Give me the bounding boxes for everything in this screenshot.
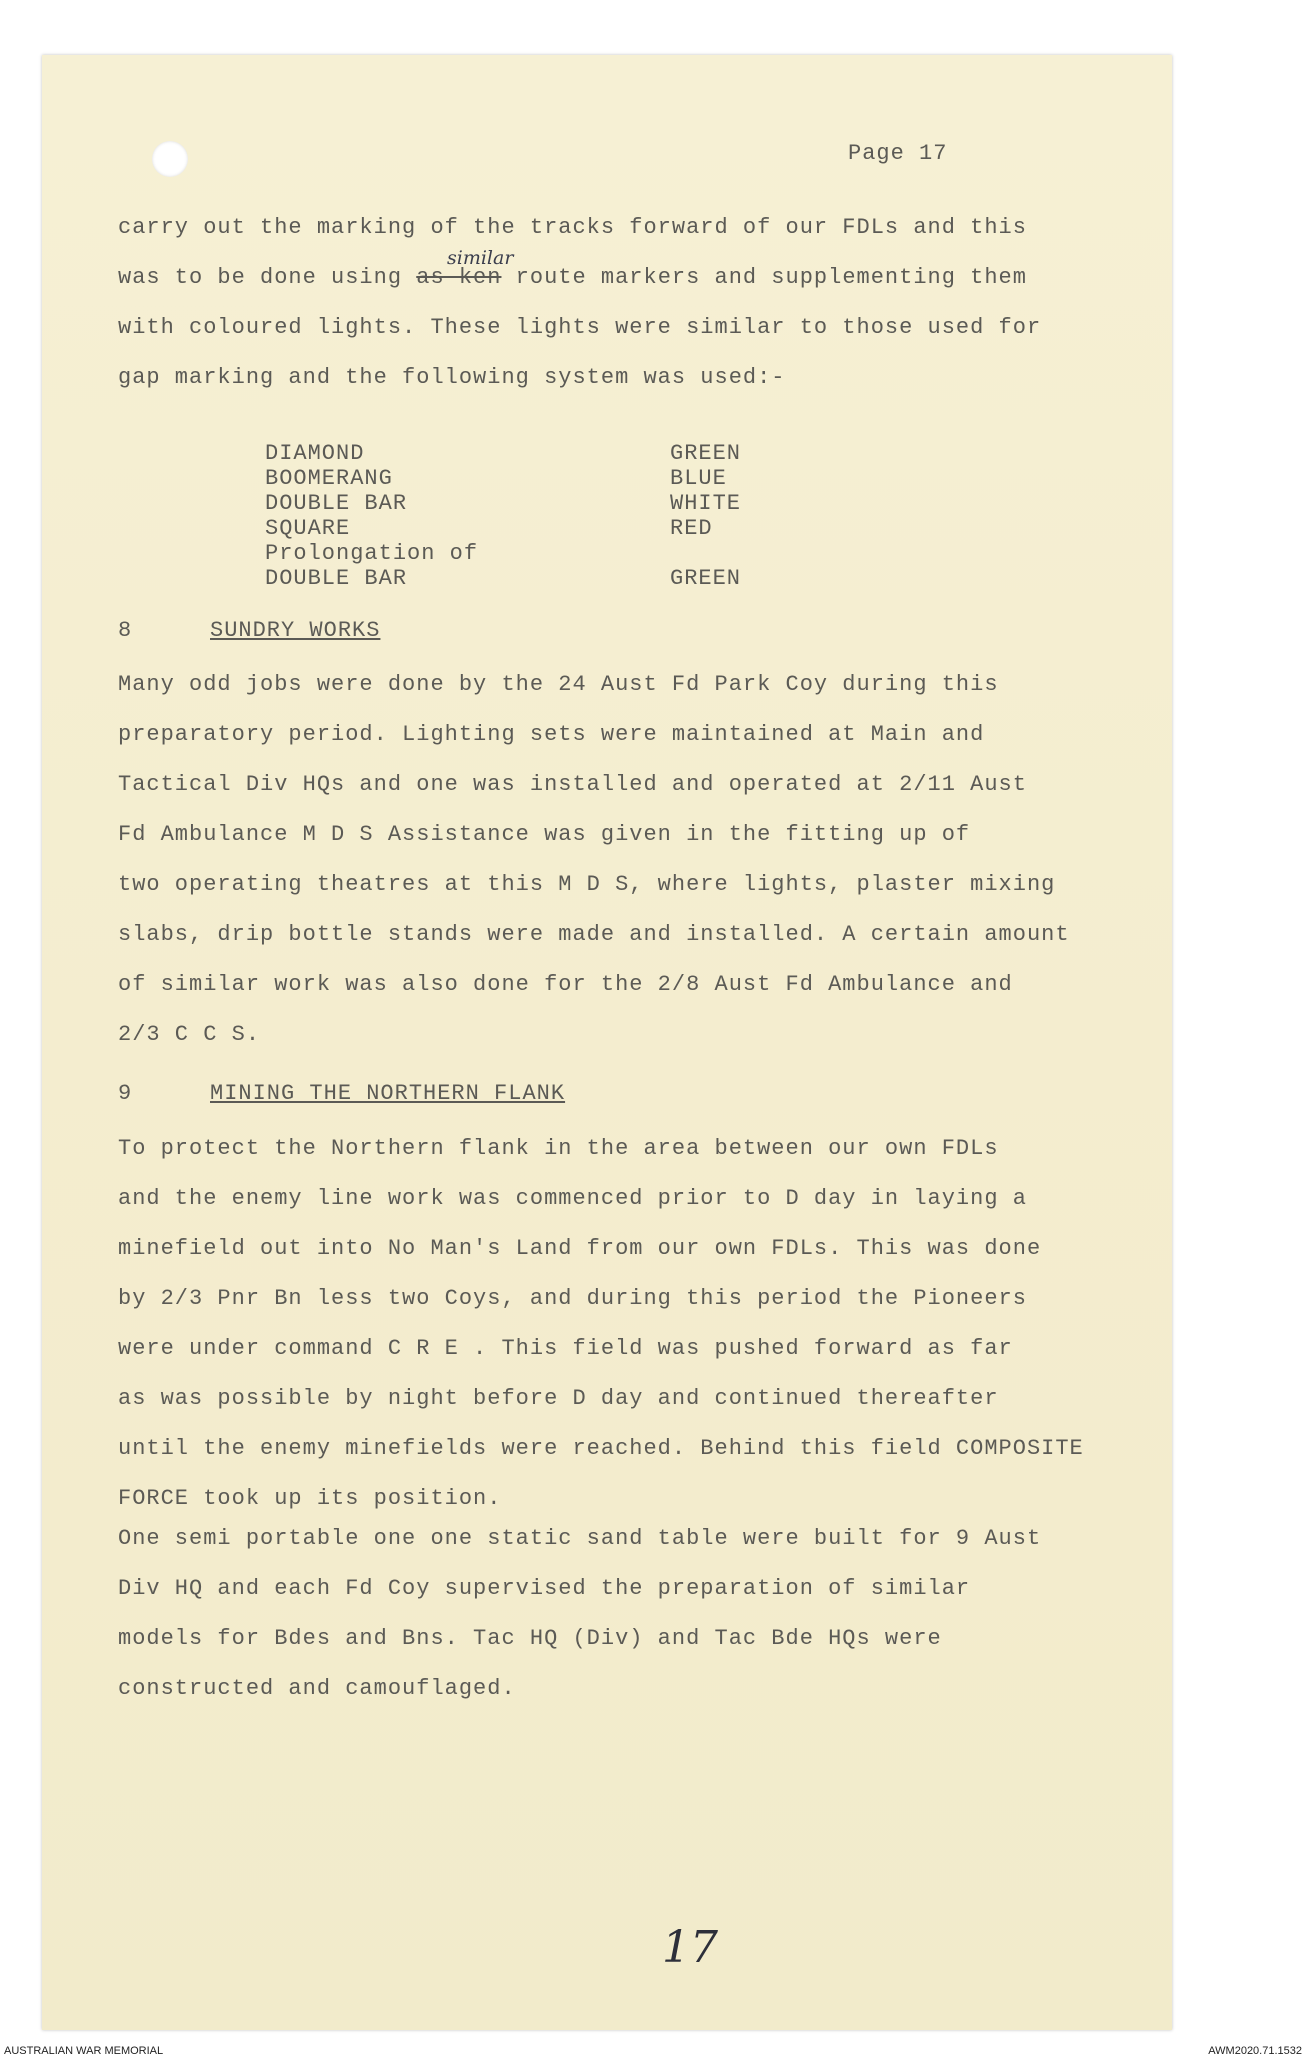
intro-paragraph [118,203,1148,403]
text-line: To protect the Northern flank in the area between our own FDLs [118,1136,999,1161]
text-line: One semi portable one one static sand table were built for 9 Aust [118,1526,1042,1551]
code-shape: DOUBLE BAR [265,491,408,516]
code-row [265,541,785,566]
section-number: 9 [118,1081,133,1106]
text-line: by 2/3 Pnr Bn less two Coys, and during this period the Pioneers [118,1286,1027,1311]
code-row [265,441,785,466]
code-shape: DOUBLE BAR [265,566,408,591]
text-line: FORCE took up its position. [118,1486,502,1511]
text-fragment: route markers and supplementing them [501,265,1027,290]
text-line [118,253,1148,303]
struck-text: as ken [416,265,502,290]
text-fragment: was to be done using [118,265,417,290]
code-colour: BLUE [670,466,727,491]
text-line: gap marking and the following system was used:- [118,365,786,390]
mining-paragraph [118,1124,1148,1524]
code-shape: BOOMERANG [265,466,393,491]
handwritten-page-number: 17 [662,1922,718,1973]
code-row [265,516,785,541]
code-colour [670,541,785,566]
text-line: with coloured lights. These lights were similar to those used for [118,315,1042,340]
code-colour: WHITE [670,491,742,516]
text-line: Div HQ and each Fd Coy supervised the preparation of similar [118,1576,971,1601]
text-line: slabs, drip bottle stands were made and installed. A certain amount [118,922,1070,947]
text-line: models for Bdes and Bns. Tac HQ (Div) and Tac Bde HQs were [118,1626,942,1651]
text-line: Tactical Div HQs and one was installed and operated at 2/11 Aust [118,772,1027,797]
text-line: of similar work was also done for the 2/8 Aust Fd Ambulance and [118,972,1013,997]
code-colour: RED [670,516,713,541]
archive-reference: AWM2020.71.1532 [1208,2045,1302,2057]
text-line: constructed and camouflaged. [118,1676,516,1701]
text-line: 2/3 C C S. [118,1022,261,1047]
code-colour: GREEN [670,566,742,591]
text-line: Many odd jobs were done by the 24 Aust Fd Park Coy during this [118,672,999,697]
code-shape: Prolongation of [265,541,479,566]
text-line: as was possible by night before D day and continued thereafter [118,1386,999,1411]
handwritten-insert: similar [447,247,514,269]
text-line: were under command C R E . This field was pushed forward as far [118,1336,1013,1361]
marker-code-table [265,441,785,591]
sand-table-paragraph [118,1514,1148,1714]
archive-credit: AUSTRALIAN WAR MEMORIAL [4,2045,164,2057]
text-line: Fd Ambulance M D S Assistance was given in the fitting up of [118,822,971,847]
code-row [265,491,785,516]
code-shape: SQUARE [265,516,351,541]
text-line: minefield out into No Man's Land from our own FDLs. This was done [118,1236,1042,1261]
page-header: Page 17 [848,141,948,166]
section-number: 8 [118,618,133,643]
code-row [265,466,785,491]
code-colour: GREEN [670,441,742,466]
text-line: carry out the marking of the tracks forward of our FDLs and this [118,215,1027,240]
text-line: until the enemy minefields were reached. Behind this field COMPOSITE [118,1436,1084,1461]
text-line: two operating theatres at this M D S, where lights, plaster mixing [118,872,1056,897]
section-heading: MINING THE NORTHERN FLANK [210,1081,566,1106]
punch-hole [152,141,188,177]
section-heading: SUNDRY WORKS [210,618,381,643]
code-row [265,566,785,591]
text-line: preparatory period. Lighting sets were maintained at Main and [118,722,985,747]
code-shape: DIAMOND [265,441,365,466]
text-line: and the enemy line work was commenced prior to D day in laying a [118,1186,1027,1211]
sundry-works-paragraph [118,660,1148,1060]
